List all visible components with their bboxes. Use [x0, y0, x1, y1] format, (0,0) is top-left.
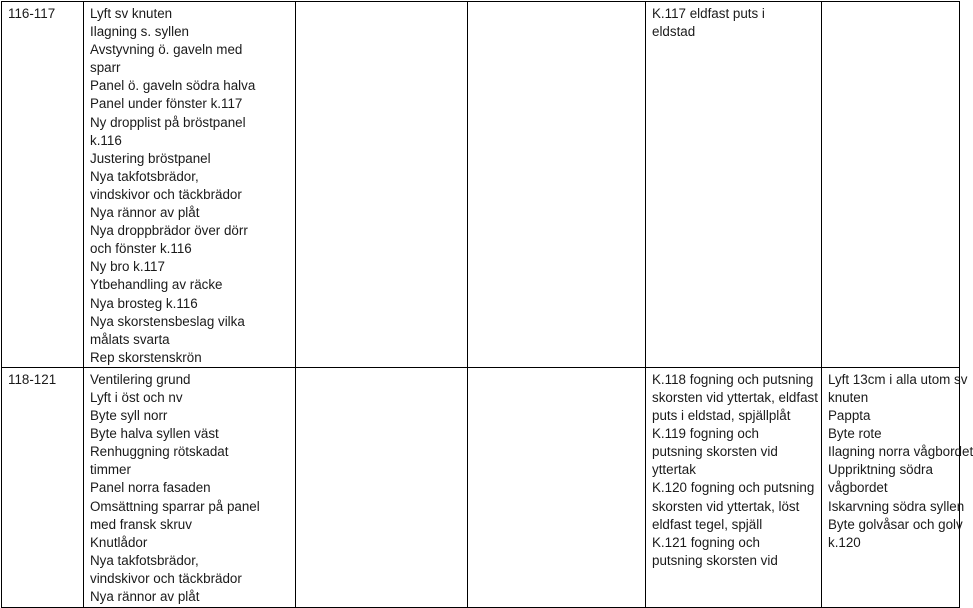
measure-line: Nya droppbrädor över dörr och fönster k.116 [90, 223, 248, 257]
structural-notes-cell [822, 367, 973, 607]
note-line: Byte rote [828, 426, 882, 442]
measure-line: Nya brosteg k.116 [90, 295, 198, 311]
measure-line: Nya skorstensbeslag vilka målats svarta [90, 313, 245, 347]
measure-line: Ny dropplist på bröstpanel k.116 [90, 114, 246, 148]
empty-cell [468, 2, 646, 368]
measure-line: Panel under fönster k.117 [90, 96, 243, 112]
row-id: 118-121 [8, 371, 57, 387]
measure-line: Panel norra fasaden [90, 480, 211, 496]
note-line: Ilagning norra vågbordet [828, 444, 973, 460]
measure-line: Ventilering grund [90, 371, 191, 387]
table-row [2, 367, 960, 607]
row-id-cell [2, 367, 84, 607]
empty-cell [296, 367, 468, 607]
fireplace-notes-cell [646, 2, 822, 368]
note-line: Lyft 13cm i alla utom sv knuten [828, 371, 968, 405]
row-id-cell [2, 2, 84, 368]
measure-line: Nya takfotsbrädor, vindskivor och täckbrädor [90, 552, 242, 586]
measure-line: Nya takfotsbrädor, vindskivor och täckbrädor [90, 168, 242, 202]
measure-line: Lyft i öst och nv [90, 389, 183, 405]
empty-cell [468, 367, 646, 607]
measures-cell [84, 2, 296, 368]
note-line: K.119 fogning och putsning skorsten vid yttertak [652, 426, 778, 478]
note-line: Iskarvning södra syllen [828, 498, 965, 514]
note-line: Byte golvåsar och golv k.120 [828, 516, 963, 550]
note-line: K.121 fogning och putsning skorsten vid [652, 534, 778, 568]
measure-line: Avstyvning ö. gaveln med sparr [90, 42, 243, 76]
empty-cell [822, 2, 960, 368]
measure-line: Nya rännor av plåt [90, 205, 200, 221]
fireplace-notes-cell [646, 367, 822, 607]
measure-line: Justering bröstpanel [90, 150, 211, 166]
measure-line: Ilagning s. syllen [90, 24, 189, 40]
measure-line: Panel ö. gaveln södra halva [90, 78, 256, 94]
measure-line: Omsättning sparrar på panel med fransk skruv [90, 498, 260, 532]
work-log-table [1, 1, 973, 608]
note-line: K.120 fogning och putsning skorsten vid yttertak, löst eldfast tegel, spjäll [652, 480, 815, 532]
measure-line: Nya rännor av plåt [90, 589, 200, 604]
measure-line: Byte syll norr [90, 408, 168, 424]
measure-line: Ny bro k.117 [90, 259, 165, 275]
note-line: Pappta [828, 408, 871, 424]
measure-line: Lyft sv knuten [90, 6, 173, 21]
empty-cell [296, 2, 468, 368]
note-line: K.117 eldfast puts i eldstad [652, 6, 765, 40]
row-id: 116-117 [8, 6, 56, 21]
measure-line: Knutlådor [90, 534, 148, 550]
note-line: K.118 fogning och putsning skorsten vid yttertak, eldfast puts i eldstad, spjällplåt [652, 371, 818, 424]
measures-cell [84, 367, 296, 607]
measure-line: Ytbehandling av räcke [90, 277, 223, 293]
note-line: Uppriktning södra vågbordet [828, 462, 933, 496]
measure-line: Renhuggning rötskadat timmer [90, 444, 229, 478]
measure-line: Byte halva syllen väst [90, 426, 219, 442]
measure-line: Rep skorstenskrön [90, 349, 202, 365]
table-row [2, 2, 960, 368]
